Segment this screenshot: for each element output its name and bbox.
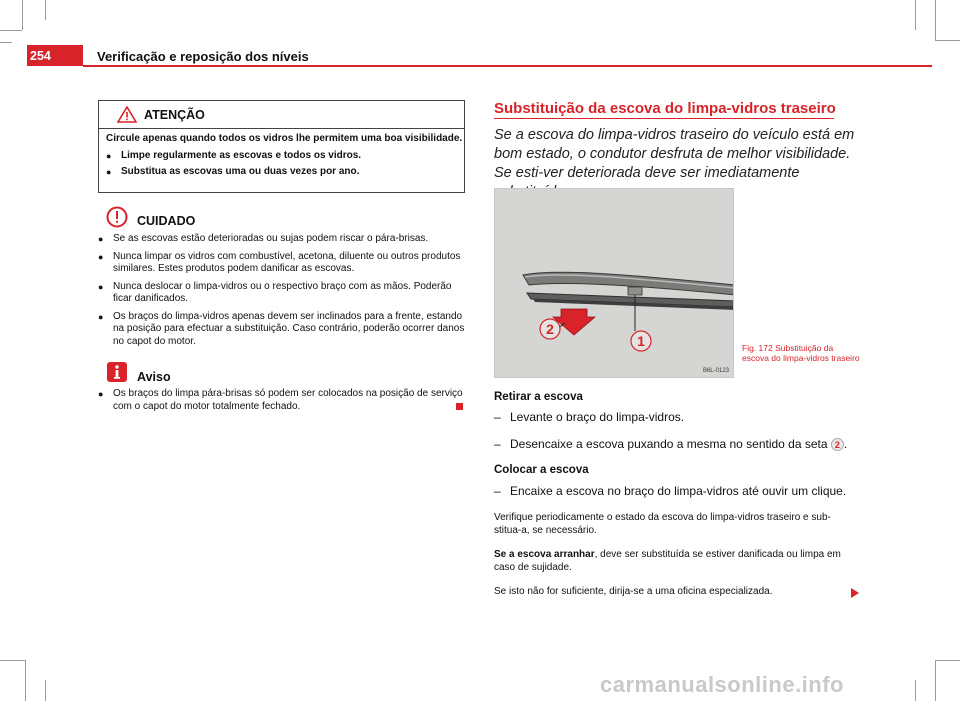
section-intro: Se a escova do limpa-vidros traseiro do veículo está em bom estado, o condutor desfruta de melhor visibilidade. Se esti-ver deteriorada deve ser imediatamente — [494, 127, 855, 181]
section-title-rule — [494, 118, 834, 119]
crop-mark — [0, 30, 22, 31]
warning-triangle-icon — [117, 106, 137, 128]
crop-mark — [935, 660, 960, 661]
crop-mark — [0, 660, 25, 661]
paragraph-scratch-rest: , deve ser substituída se estiver danificada ou limpa em caso de sujidade. — [494, 549, 841, 573]
caution-item: Nunca deslocar o limpa-vidros ou o respectivo braço com as mãos. Poderão ficar danificados. — [113, 280, 452, 304]
page-number: 254 — [30, 49, 51, 63]
step-text: Levante o braço do limpa-vidros. — [510, 410, 685, 424]
crop-mark — [915, 680, 916, 701]
page-header-title: Verificação e reposição dos níveis — [97, 49, 309, 64]
list-item: ● Nunca limpar os vidros com combustível, acetona, diluente ou outros produtos similares. Estes produtos podem danificar as escovas. — [98, 251, 466, 276]
step-text: Encaixe a escova no braço do limpa-vidros até ouvir um clique. — [510, 484, 847, 498]
paragraph-scratch — [494, 548, 854, 574]
crop-mark — [45, 0, 46, 20]
step-text — [510, 437, 847, 451]
crop-mark — [935, 660, 936, 701]
warning-box — [98, 100, 465, 193]
list-item: ● Se as escovas estão deterioradas ou sujas podem riscar o pára-brisas. — [98, 233, 429, 244]
list-item: ● Limpe regularmente as escovas e todos os vidros. — [106, 149, 362, 161]
section-end-marker — [456, 403, 463, 410]
crop-mark — [22, 0, 23, 30]
next-page-arrow-icon — [851, 588, 859, 598]
caution-title: CUIDADO — [137, 214, 196, 228]
install-title: Colocar a escova — [494, 464, 589, 476]
list-item: ● Os braços do limpa-vidros apenas devem ser inclinados para a frente, estando na posição para efectuar a substituição. Caso contrário, poderão ocorrer danos no capot do motor. — [98, 310, 465, 347]
warning-item: Substitua as escovas uma ou duas vezes por ano. — [121, 166, 360, 177]
paragraph-workshop: Se isto não for suficiente, dirija-se a uma oficina especializada. — [494, 586, 773, 597]
figure-code: B6L-0123 — [702, 368, 729, 374]
step-text-after: . — [843, 437, 848, 451]
caution-list — [98, 233, 466, 353]
list-item: ● Nunca deslocar o limpa-vidros ou o respectivo braço com as mãos. Poderão ficar danificados. — [98, 281, 466, 306]
warning-text: Circule apenas quando todos os vidros lhe permitem uma boa visibilidade. — [106, 133, 463, 144]
paragraph-check: Verifique periodicamente o estado da escova do limpa-vidros traseiro e sub-stitua-a, se necessário. — [494, 512, 831, 536]
caution-exclamation-icon — [106, 206, 128, 233]
caution-item: Os braços do limpa-vidros apenas devem ser inclinados para a frente, estando na posição para efectuar a substituição. Caso contrário, poderão ocorrer danos no capot do motor. — [113, 310, 465, 347]
wiper-illustration — [495, 189, 734, 378]
section-title: Substituição da escova do limpa-vidros traseiro — [494, 100, 836, 117]
wiper-figure — [494, 188, 734, 378]
figure-label-2: 2 — [546, 321, 554, 337]
warning-body — [99, 129, 464, 179]
warning-header — [99, 101, 464, 129]
crop-mark — [25, 660, 26, 701]
step-text-before: Desencaixe a escova puxando a mesma no sentido da seta — [510, 437, 828, 451]
install-step-1: – Encaixe a escova no braço do limpa-vidros até ouvir um clique. — [494, 484, 847, 498]
note-title: Aviso — [137, 370, 171, 384]
list-item: ● Os braços do limpa pára-brisas só podem ser colocados na posição de serviço com o capot do motor totalmente fechado. — [98, 388, 466, 413]
paragraph-scratch-bold: Se a escova arranhar — [494, 549, 595, 560]
watermark: carmanualsonline.info — [600, 672, 844, 697]
warning-title: ATENÇÃO — [144, 108, 205, 122]
list-item: ● Substitua as escovas uma ou duas vezes por ano. — [106, 166, 360, 177]
note-item: Os braços do limpa pára-brisas só podem ser colocados na posição de serviço com o capot do motor totalmente fechado. — [113, 388, 463, 412]
warning-item: Limpe regularmente as escovas e todos os vidros. — [121, 149, 362, 161]
crop-mark — [45, 680, 46, 701]
caution-item: Se as escovas estão deterioradas ou sujas podem riscar o pára-brisas. — [113, 233, 429, 244]
header-rule — [83, 65, 932, 67]
crop-mark — [935, 0, 936, 40]
figure-reference-badge: 2 — [831, 438, 844, 451]
remove-step-1: – Levante o braço do limpa-vidros. — [494, 410, 685, 424]
crop-mark — [0, 42, 12, 43]
figure-label-1: 1 — [637, 333, 645, 349]
figure-caption: Fig. 172 Substituição da escova do limpa-vidros traseiro — [742, 343, 860, 363]
remove-title: Retirar a escova — [494, 391, 583, 403]
crop-mark — [915, 0, 916, 30]
crop-mark — [935, 40, 960, 41]
remove-step-2: – Desencaixe a escova puxando a mesma no sentido da seta 2 . — [494, 437, 848, 451]
caution-item: Nunca limpar os vidros com combustível, acetona, diluente ou outros produtos similares. Estes produtos podem danificar as escovas. — [113, 250, 461, 274]
info-note-icon — [106, 361, 128, 388]
note-list — [98, 388, 466, 417]
